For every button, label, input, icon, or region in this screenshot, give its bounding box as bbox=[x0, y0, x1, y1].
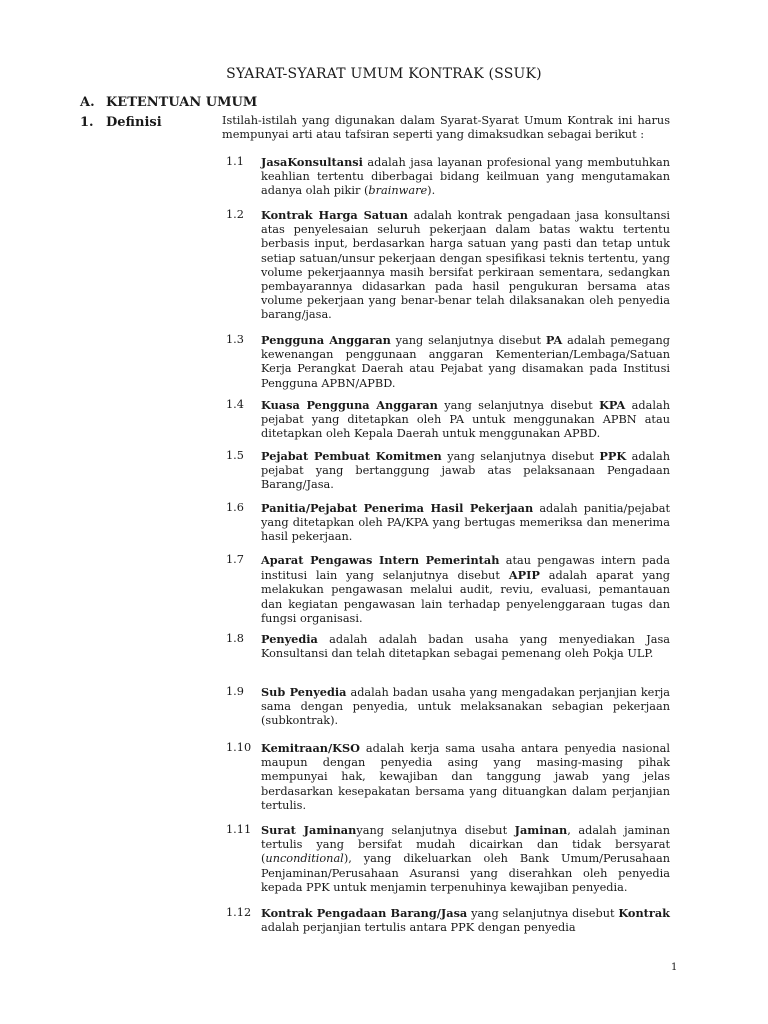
definition-item bbox=[222, 155, 670, 199]
definition-item bbox=[222, 741, 670, 813]
definition-item bbox=[222, 333, 670, 391]
item-number: 1.1 bbox=[226, 155, 244, 168]
item-term: Kontrak Harga Satuan bbox=[261, 208, 409, 222]
item-text bbox=[261, 155, 670, 199]
item-body: adalah aparat yang melakukan pengawasan melalui audit, reviu, evaluasi, pemantauan dan kegiatan pengawasan lain terhadap penyelenggaraan tugas dan fungsi organisasi. bbox=[261, 569, 670, 625]
document-title: SYARAT-SYARAT UMUM KONTRAK (SSUK) bbox=[226, 66, 542, 82]
item-number: 1.6 bbox=[226, 501, 244, 514]
item-text bbox=[261, 906, 670, 935]
item-term: Pejabat Pembuat Komitmen bbox=[261, 449, 442, 463]
item-body: , adalah jaminan tertulis yang bersifat mudah dicairkan dan tidak bersyarat ( bbox=[261, 824, 671, 866]
item-body: adalah panitia/pejabat yang ditetapkan oleh PA/KPA yang bertugas memeriksa dan menerima hasil pekerjaan. bbox=[261, 502, 670, 544]
item-body: yang selanjutnya disebut bbox=[390, 334, 546, 347]
item-term-abbrev: PPK bbox=[599, 449, 627, 463]
item-text bbox=[261, 501, 670, 545]
item-body: adalah pejabat yang bertanggung jawab atas pelaksanaan Pengadaan Barang/Jasa. bbox=[261, 450, 670, 492]
intro-paragraph: Istilah-istilah yang digunakan dalam Syarat-Syarat Umum Kontrak ini harus mempunyai arti atau tafsiran seperti yang dimaksudkan sebagai berikut : bbox=[222, 114, 670, 141]
item-number: 1.9 bbox=[226, 685, 244, 698]
item-body: adalah pemegang kewenangan penggunaan anggaran Kementerian/Lembaga/Satuan Kerja Perangkat Daerah atau Pejabat yang disamakan pada Institusi Pengguna APBN/APBD. bbox=[261, 334, 670, 390]
subsection-number: 1. bbox=[80, 115, 94, 130]
item-term: Kemitraan/KSO bbox=[261, 741, 360, 755]
item-term: Panitia/Pejabat Penerima Hasil Pekerjaan bbox=[261, 501, 534, 515]
subsection-title: Definisi bbox=[106, 115, 162, 130]
item-number: 1.10 bbox=[226, 741, 252, 754]
item-term-abbrev: Kontrak bbox=[618, 906, 670, 920]
item-body: adalah adalah badan usaha yang menyediakan Jasa Konsultansi dan telah ditetapkan sebagai pemenang oleh Pokja ULP. bbox=[261, 633, 670, 661]
item-term: Aparat Pengawas Intern Pemerintah bbox=[261, 553, 500, 567]
item-number: 1.5 bbox=[226, 449, 244, 462]
definition-item bbox=[222, 208, 670, 323]
item-body: adalah kerja sama usaha antara penyedia nasional maupun dengan penyedia asing yang masing-masing pihak mempunyai hak, kewajiban dan tanggung jawab yang jelas berdasarkan kesepakatan bersama yang dituangkan dalam perjanjian tertulis. bbox=[261, 742, 670, 812]
item-body: yang selanjutnya disebut bbox=[437, 399, 600, 412]
item-number: 1.2 bbox=[226, 208, 244, 221]
page-number: 1 bbox=[671, 962, 678, 973]
item-term: Sub Penyedia bbox=[261, 685, 347, 699]
subsection-heading bbox=[80, 115, 162, 130]
definition-item bbox=[222, 449, 670, 493]
item-body: yang selanjutnya disebut bbox=[441, 450, 600, 463]
item-emphasis: unconditional bbox=[265, 852, 344, 866]
item-body: adalah pejabat yang ditetapkan oleh PA untuk menggunakan APBN atau ditetapkan oleh Kepala Daerah untuk menggunakan APBD. bbox=[261, 399, 670, 441]
item-text bbox=[261, 449, 670, 493]
definition-item bbox=[222, 553, 670, 626]
definition-item bbox=[222, 501, 670, 545]
item-body: adalah perjanjian tertulis antara PPK dengan penyedia bbox=[261, 921, 576, 935]
item-emphasis: brainware bbox=[368, 184, 428, 198]
item-number: 1.12 bbox=[226, 906, 252, 919]
definition-item bbox=[222, 823, 670, 895]
item-text bbox=[261, 398, 670, 442]
item-body: atau pengawas intern pada institusi lain yang selanjutnya disebut bbox=[261, 554, 670, 583]
item-term-abbrev: APIP bbox=[508, 568, 540, 583]
item-body: yang selanjutnya disebut bbox=[356, 824, 515, 837]
item-number: 1.3 bbox=[226, 333, 244, 346]
item-term-abbrev: Jaminan bbox=[514, 823, 568, 837]
item-text bbox=[261, 632, 670, 661]
item-term-abbrev: PA bbox=[545, 333, 563, 347]
item-term: Kuasa Pengguna Anggaran bbox=[261, 398, 438, 412]
item-term: Pengguna Anggaran bbox=[261, 333, 391, 347]
definition-item bbox=[222, 632, 670, 661]
definition-item bbox=[222, 398, 670, 442]
item-number: 1.8 bbox=[226, 632, 244, 645]
item-body: ). bbox=[427, 184, 436, 198]
item-term: Penyedia bbox=[261, 632, 318, 646]
item-term: JasaKonsultansi bbox=[261, 155, 363, 169]
item-body: adalah badan usaha yang mengadakan perjanjian kerja sama dengan penyedia, untuk melaksanakan sebagian pekerjaan (subkontrak). bbox=[261, 686, 670, 728]
item-number: 1.7 bbox=[226, 553, 244, 566]
item-term-abbrev: KPA bbox=[599, 398, 626, 412]
section-title: KETENTUAN UMUM bbox=[106, 95, 258, 110]
item-text bbox=[261, 741, 670, 813]
item-body: adalah jasa layanan profesional yang membutuhkan keahlian tertentu diberbagai bidang keilmuan yang mengutamakan adanya olah pikir ( bbox=[261, 156, 670, 198]
item-number: 1.4 bbox=[226, 398, 244, 411]
item-text bbox=[261, 208, 670, 323]
section-heading bbox=[80, 95, 257, 110]
section-letter: A. bbox=[80, 95, 95, 110]
definition-item bbox=[222, 906, 670, 935]
item-text bbox=[261, 553, 670, 626]
definition-item bbox=[222, 685, 670, 729]
item-text bbox=[261, 685, 670, 729]
item-term: Surat Jaminan bbox=[261, 823, 357, 837]
item-term: Kontrak Pengadaan Barang/Jasa bbox=[261, 906, 468, 920]
item-text bbox=[261, 823, 670, 895]
item-text bbox=[261, 333, 670, 391]
item-body: adalah kontrak pengadaan jasa konsultansi atas penyelesaian seluruh pekerjaan dalam batas waktu tertentu berbasis input, berdasarkan harga satuan yang pasti dan tetap untuk setiap satuan/unsur pekerjaan dengan spesifikasi teknis tertentu, yang volume pekerjaannya masih bersifat perkiraan sementara, sedangkan pembayarannya didasarkan pada hasil pengukuran bersama atas volume pekerjaan yang benar-benar telah dilaksanakan oleh penyedia barang/jasa. bbox=[261, 209, 671, 322]
item-body: ), yang dikeluarkan oleh Bank Umum/Perusahaan Penjaminan/Perusahaan Asuransi yang diserahkan oleh penyedia kepada PPK untuk menjamin terpenuhinya kewajiban penyedia. bbox=[261, 852, 670, 894]
item-body: yang selanjutnya disebut bbox=[467, 907, 619, 920]
item-number: 1.11 bbox=[226, 823, 252, 836]
